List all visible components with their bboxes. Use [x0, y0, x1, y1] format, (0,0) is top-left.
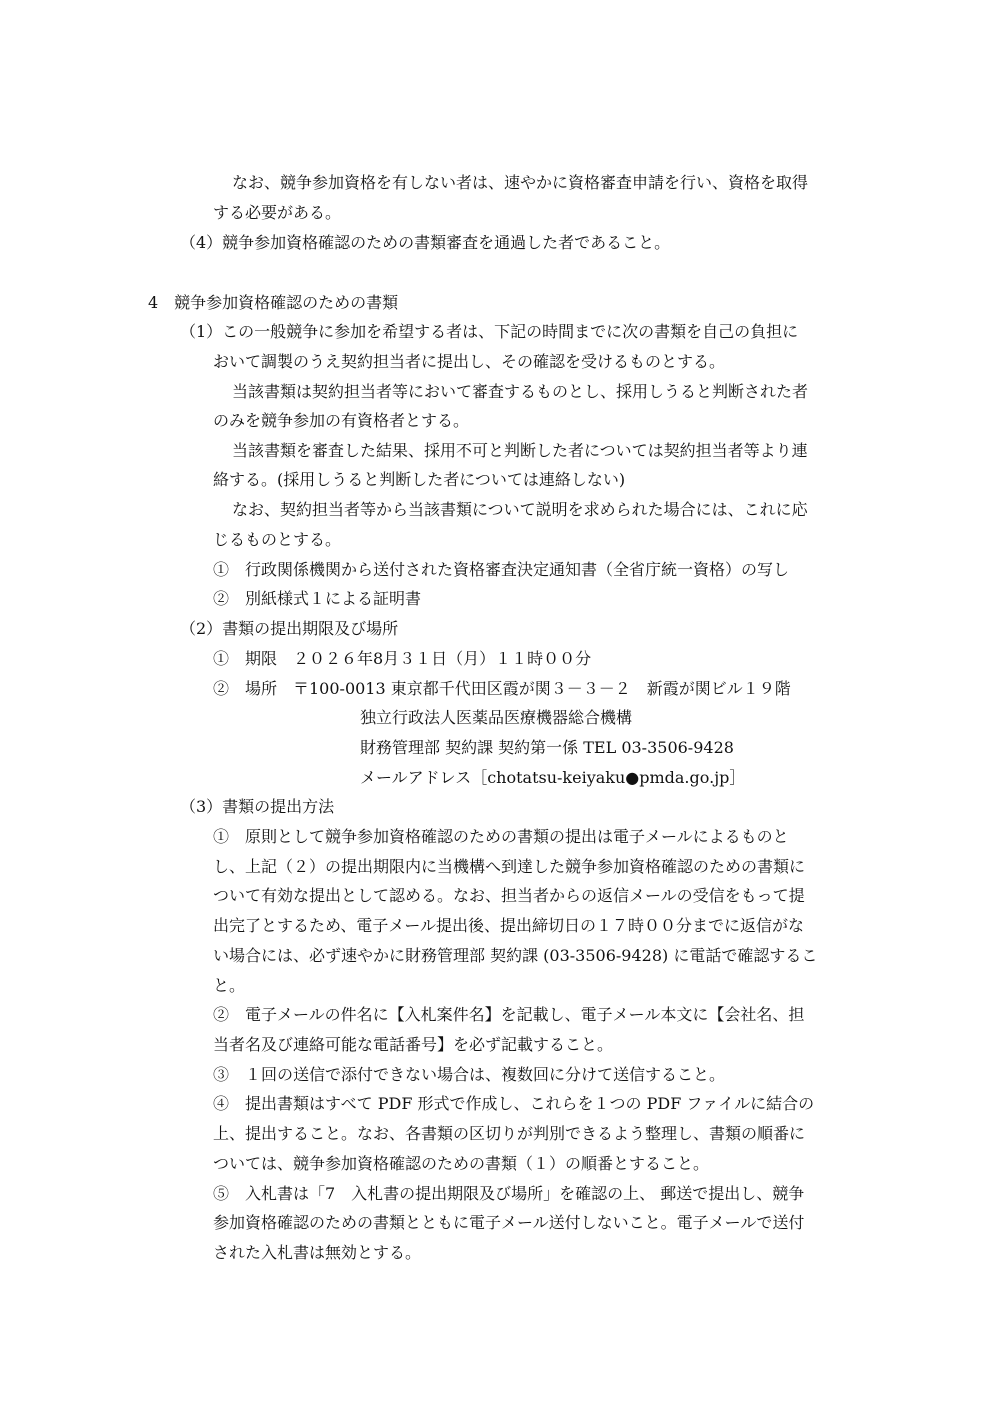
- text-line: された入札書は無効とする。: [213, 1243, 422, 1262]
- text-line: （4）競争参加資格確認のための書類審査を通過した者であること。: [180, 233, 671, 252]
- text-line: ついて有効な提出として認める。なお、担当者からの返信メールの受信をもって提: [213, 886, 805, 905]
- text-line: なお、競争参加資格を有しない者は、速やかに資格審査申請を行い、資格を取得: [232, 173, 809, 192]
- list-item: ② 場所 〒100-0013 東京都千代田区霞が関３－３－２ 新霞が関ビル１９階: [213, 679, 791, 698]
- text-line: のみを競争参加の有資格者とする。: [213, 411, 470, 430]
- address-line: 独立行政法人医薬品医療機器総合機構: [360, 708, 633, 727]
- text-line: 上、提出すること。なお、各書類の区切りが判別できるよう整理し、書類の順番に: [213, 1124, 806, 1143]
- subsection-heading: （2）書類の提出期限及び場所: [180, 619, 399, 638]
- address-line: 財務管理部 契約課 契約第一係 TEL 03-3506-9428: [360, 738, 734, 757]
- text-line: 当該書類を審査した結果、採用不可と判断した者については契約担当者等より連: [232, 441, 808, 460]
- list-item: ① 原則として競争参加資格確認のための書類の提出は電子メールによるものと: [213, 827, 789, 846]
- text-line: （1）この一般競争に参加を希望する者は、下記の時間までに次の書類を自己の負担に: [180, 322, 799, 341]
- list-item: ③ １回の送信で添付できない場合は、複数回に分けて送信すること。: [213, 1065, 726, 1084]
- list-item: ① 行政関係機関から送付された資格審査決定通知書（全省庁統一資格）の写し: [213, 560, 790, 579]
- text-line: 参加資格確認のための書類とともに電子メール送付しないこと。電子メールで送付: [213, 1213, 805, 1232]
- text-line: と。: [213, 976, 246, 995]
- text-line: ついては、競争参加資格確認のための書類（１）の順番とすること。: [213, 1154, 710, 1173]
- text-line: い場合には、必ず速やかに財務管理部 契約課 (03-3506-9428) に電話で確認するこ: [213, 946, 818, 965]
- subsection-heading: （3）書類の提出方法: [180, 797, 335, 816]
- text-line: じるものとする。: [213, 530, 342, 549]
- text-line: なお、契約担当者等から当該書類について説明を求められた場合には、これに応: [232, 500, 808, 519]
- text-line: し、上記（２）の提出期限内に当機構へ到達した競争参加資格確認のための書類に: [213, 857, 806, 876]
- section-heading: 4 競争参加資格確認のための書類: [148, 293, 399, 312]
- text-line: おいて調製のうえ契約担当者に提出し、その確認を受けるものとする。: [213, 352, 726, 371]
- text-line: 当該書類は契約担当者等において審査するものとし、採用しうると判断された者: [232, 382, 809, 401]
- list-item: ⑤ 入札書は「7 入札書の提出期限及び場所」を確認の上、 郵送で提出し、競争: [213, 1184, 805, 1203]
- list-item: ④ 提出書類はすべて PDF 形式で作成し、これらを１つの PDF ファイルに結合の: [213, 1094, 815, 1113]
- list-item: ② 電子メールの件名に【入札案件名】を記載し、電子メール本文に【会社名、担: [213, 1005, 805, 1024]
- list-item: ① 期限 ２０２６年8月３１日（月）１１時００分: [213, 649, 592, 668]
- text-line: 当者名及び連絡可能な電話番号】を必ず記載すること。: [213, 1035, 614, 1054]
- text-line: 出完了とするため、電子メール提出後、提出締切日の１７時００分までに返信がな: [213, 916, 805, 935]
- email-address: メールアドレス［chotatsu-keiyaku●pmda.go.jp］: [360, 768, 746, 787]
- text-line: する必要がある。: [213, 203, 342, 222]
- list-item: ② 別紙様式１による証明書: [213, 589, 422, 608]
- text-line: 絡する。(採用しうると判断した者については連絡しない): [213, 470, 626, 489]
